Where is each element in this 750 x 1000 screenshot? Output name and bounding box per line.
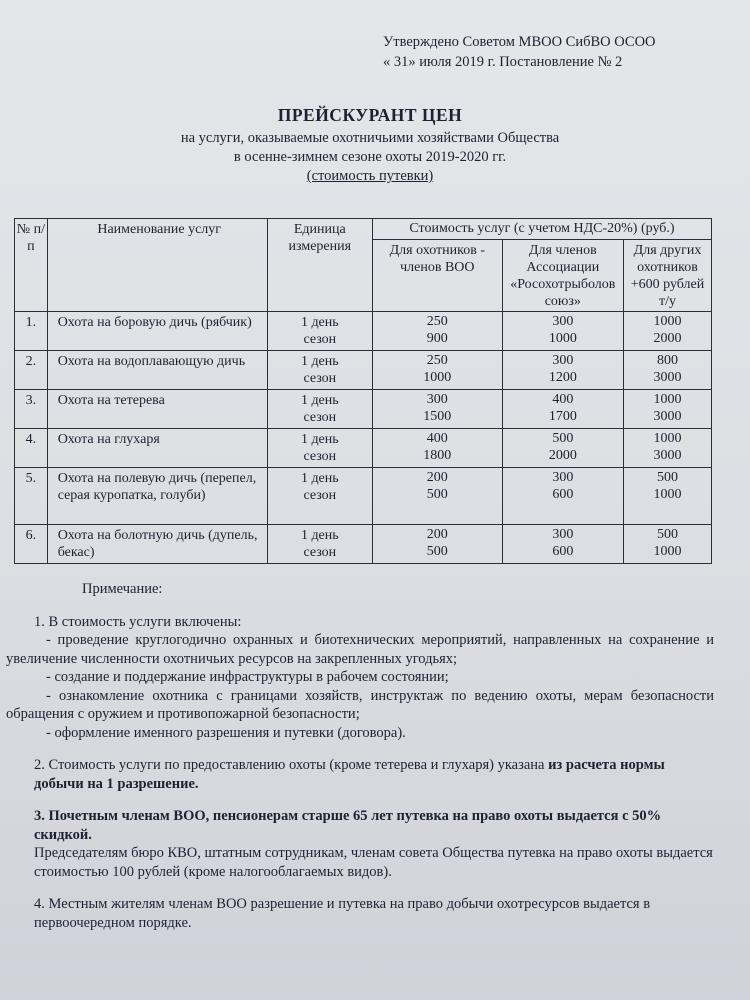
value-season: 1000 <box>423 370 452 385</box>
row-num: 2. <box>15 351 48 390</box>
row-col-b <box>502 312 623 351</box>
approval-stamp-text <box>383 32 656 72</box>
value-day: 300 <box>552 470 574 485</box>
row-unit <box>267 390 372 429</box>
notes-heading: Примечание: <box>82 581 163 597</box>
unit-day: 1 день <box>300 432 339 447</box>
row-name: Охота на болотную дичь (дупель, бекас) <box>47 525 267 564</box>
note-1-item-4: - оформление именного разрешения и путевки (договора). <box>46 724 406 741</box>
row-num: 5. <box>15 468 48 525</box>
row-col-c <box>624 525 712 564</box>
value-day: 250 <box>426 353 448 368</box>
value-season: 2000 <box>653 331 682 346</box>
approval-line-1: Утверждено Советом МВОО СибВО ОСОО <box>383 34 656 50</box>
note-1-item-3 <box>6 687 714 724</box>
row-col-a <box>372 525 502 564</box>
row-num: 1. <box>15 312 48 351</box>
value-day: 300 <box>426 392 448 407</box>
value-season: 500 <box>426 544 448 559</box>
value-season: 3000 <box>653 370 682 385</box>
note-1: 1. В стоимость услуги включены: <box>34 613 242 630</box>
row-col-c <box>624 351 712 390</box>
unit-day: 1 день <box>300 528 339 543</box>
value-day: 300 <box>552 314 574 329</box>
value-season: 900 <box>426 331 448 346</box>
unit-season: сезон <box>303 332 337 347</box>
row-col-b <box>502 468 623 525</box>
note-4: 4. Местным жителям членам ВОО разрешение и путевка на право добычи охотресурсов выдается в первоочередном порядке. <box>34 896 651 931</box>
value-season: 3000 <box>653 409 682 424</box>
unit-day: 1 день <box>300 354 339 369</box>
note-2 <box>6 756 714 793</box>
row-col-b <box>502 390 623 429</box>
value-day: 200 <box>426 470 448 485</box>
value-season: 1800 <box>423 448 452 463</box>
value-season: 1000 <box>653 544 682 559</box>
row-col-c <box>624 390 712 429</box>
header-col-c: Для других охотников +600 рублей т/у <box>624 240 712 312</box>
value-season: 1000 <box>548 331 577 346</box>
value-day: 200 <box>426 527 448 542</box>
value-day: 300 <box>552 353 574 368</box>
row-col-b <box>502 525 623 564</box>
row-num: 3. <box>15 390 48 429</box>
note-2-text: 2. Стоимость услуги по предоставлению охоты (кроме тетерева и глухаря) указана <box>34 757 549 773</box>
note-1-item-3-text: - ознакомление охотника с границами хозяйств, инструктаж по ведению охоты, мерам безопасности обращения с оружием и противопожарной безопасности; <box>6 687 714 722</box>
value-day: 1000 <box>653 431 682 446</box>
notes-spacer <box>6 793 714 807</box>
row-col-a <box>372 312 502 351</box>
value-day: 500 <box>657 527 678 542</box>
document-subtitle-3: (стоимость путевки) <box>306 168 434 184</box>
value-day: 1000 <box>653 392 682 407</box>
row-unit <box>267 429 372 468</box>
table-row <box>15 351 712 390</box>
value-day: 400 <box>426 431 448 446</box>
value-season: 1000 <box>653 487 682 502</box>
row-col-a <box>372 390 502 429</box>
value-day: 500 <box>552 431 574 446</box>
header-col-b: Для членов Ассоциации «Росохотрыболов союз» <box>502 240 623 312</box>
unit-season: сезон <box>303 488 337 503</box>
notes-spacer <box>6 742 714 756</box>
row-unit <box>267 312 372 351</box>
header-unit: Единица измерения <box>267 219 372 312</box>
value-day: 400 <box>552 392 574 407</box>
value-season: 2000 <box>548 448 577 463</box>
note-1-item-1 <box>6 631 714 668</box>
unit-day: 1 день <box>300 393 339 408</box>
row-col-c <box>624 468 712 525</box>
unit-season: сезон <box>303 545 337 560</box>
row-col-a <box>372 429 502 468</box>
header-name: Наименование услуг <box>47 219 267 312</box>
value-season: 500 <box>426 487 448 502</box>
value-day: 250 <box>426 314 448 329</box>
row-col-b <box>502 351 623 390</box>
value-day: 1000 <box>653 314 682 329</box>
notes-spacer <box>6 599 714 613</box>
note-3-text: Председателям бюро КВО, штатным сотрудникам, членам совета Общества путевка на право охоты выдается стоимостью 100 рублей (кроме налогооблагаемых видов). <box>34 845 713 880</box>
row-num: 6. <box>15 525 48 564</box>
row-num: 4. <box>15 429 48 468</box>
row-col-b <box>502 429 623 468</box>
value-season: 1700 <box>548 409 577 424</box>
value-day: 800 <box>657 353 678 368</box>
document-subtitle-2: в осенне-зимнем сезоне охоты 2019-2020 гг. <box>233 149 507 165</box>
header-cost-group: Стоимость услуг (с учетом НДС-20%) (руб.) <box>372 219 711 240</box>
row-unit <box>267 351 372 390</box>
unit-day: 1 день <box>300 315 339 330</box>
header-num: № п/п <box>15 219 48 312</box>
table-row <box>15 390 712 429</box>
table-row <box>15 312 712 351</box>
table-header-row <box>15 219 712 240</box>
value-day: 300 <box>552 527 574 542</box>
table-row <box>15 525 712 564</box>
row-col-a <box>372 351 502 390</box>
row-name: Охота на тетерева <box>47 390 267 429</box>
document-heading <box>120 106 620 186</box>
row-name: Охота на водоплавающую дичь <box>47 351 267 390</box>
document-title: ПРЕЙСКУРАНТ ЦЕН <box>277 105 463 125</box>
unit-season: сезон <box>303 371 337 386</box>
value-season: 1500 <box>423 409 452 424</box>
notes-section <box>6 580 714 932</box>
note-1-item-1-text: - проведение круглогодично охранных и биотехнических мероприятий, направленных на сохранение и увеличение численности охотничьих ресурсов на закрепленных угодьях; <box>6 632 714 667</box>
row-col-c <box>624 429 712 468</box>
note-3-bold-text: 3. Почетным членам ВОО, пенсионерам старше 65 лет путевка на право охоты выдается с 50% скидкой. <box>34 808 662 843</box>
notes-spacer <box>6 881 714 895</box>
row-unit <box>267 468 372 525</box>
header-col-a: Для охотников - членов ВОО <box>372 240 502 312</box>
row-col-c <box>624 312 712 351</box>
unit-day: 1 день <box>300 471 339 486</box>
note-2-bold-text: из расчета нормы добычи на 1 разрешение. <box>34 757 665 792</box>
document-subtitle-1: на услуги, оказываемые охотничьими хозяйствами Общества <box>180 130 560 146</box>
value-season: 600 <box>552 487 574 502</box>
value-season: 600 <box>552 544 574 559</box>
unit-season: сезон <box>303 410 337 425</box>
row-col-a <box>372 468 502 525</box>
value-season: 3000 <box>653 448 682 463</box>
value-day: 500 <box>657 470 678 485</box>
price-table <box>14 218 712 564</box>
row-unit <box>267 525 372 564</box>
row-name: Охота на полевую дичь (перепел, серая куропатка, голуби) <box>47 468 267 525</box>
table-row <box>15 468 712 525</box>
approval-line-2: « 31» июля 2019 г. Постановление № 2 <box>383 54 623 70</box>
row-name: Охота на глухаря <box>47 429 267 468</box>
unit-season: сезон <box>303 449 337 464</box>
row-name: Охота на боровую дичь (рябчик) <box>47 312 267 351</box>
note-1-item-2: - создание и поддержание инфраструктуры в рабочем состоянии; <box>46 669 449 685</box>
table-row <box>15 429 712 468</box>
value-season: 1200 <box>548 370 577 385</box>
